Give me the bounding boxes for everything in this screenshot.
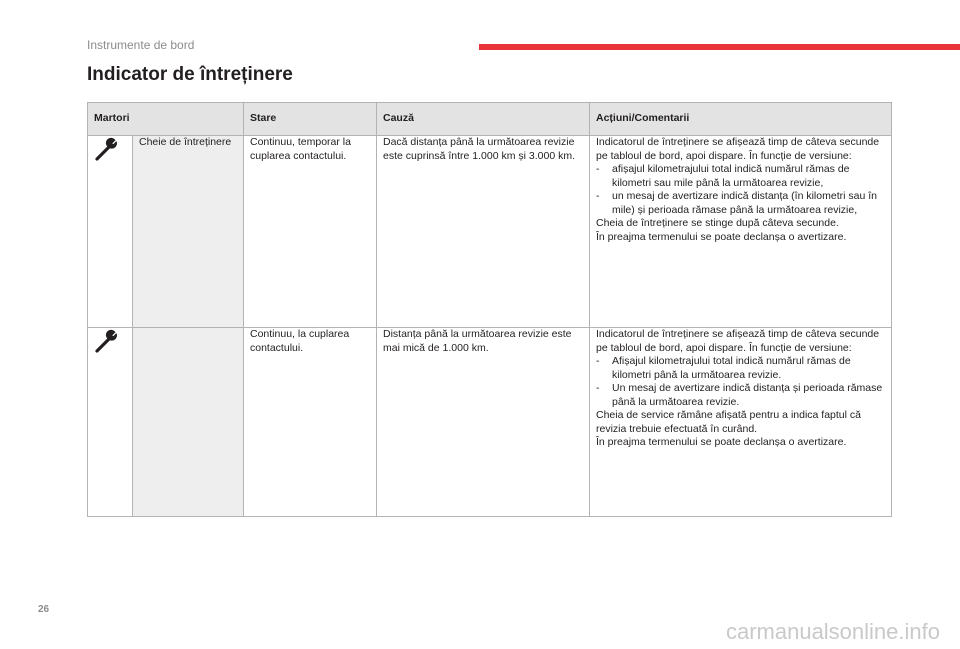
running-head: Instrumente de bord [87, 38, 195, 52]
actions-cell [590, 328, 892, 517]
column-header-actiuni: Acțiuni/Comentarii [590, 103, 892, 136]
column-header-stare: Stare [244, 103, 377, 136]
actions-outro: În preajma termenului se poate declanșa o avertizare. [596, 230, 847, 243]
warning-light-cell [88, 328, 133, 517]
maintenance-indicator-table [87, 102, 892, 517]
table-header-row [88, 103, 892, 136]
list-item: - un mesaj de avertizare indică distanța (în kilometri sau în mile) și perioada rămase până la următoarea revizie, [596, 190, 885, 217]
column-header-cauza: Cauză [377, 103, 590, 136]
actions-outro: Cheia de întreținere se stinge după câteva secunde. [596, 217, 839, 229]
warning-light-cell [88, 136, 133, 328]
cause-cell: Dacă distanța până la următoarea revizie este cuprinsă între 1.000 km și 3.000 km. [377, 136, 590, 328]
warning-light-name [133, 328, 244, 517]
table-row [88, 328, 892, 517]
actions-cell [590, 136, 892, 328]
actions-outro: În preajma termenului se poate declanșa o avertizare. [596, 436, 847, 448]
warning-light-name: Cheie de întreținere [133, 136, 244, 328]
actions-outro: Cheia de service rămâne afișată pentru a indica faptul că revizia trebuie efectuată în curând. [596, 409, 861, 435]
cause-cell: Distanța până la următoarea revizie este mai mică de 1.000 km. [377, 328, 590, 517]
list-item: - afișajul kilometrajului total indică numărul rămas de kilometri sau mile până la următoarea revizie, [596, 163, 885, 190]
wrench-icon [94, 328, 120, 354]
page-number: 26 [38, 604, 50, 615]
wrench-icon [94, 136, 120, 162]
header-accent-bar [479, 44, 960, 50]
state-cell: Continuu, la cuplarea contactului. [244, 328, 377, 517]
state-cell: Continuu, temporar la cuplarea contactului. [244, 136, 377, 328]
table-row [88, 136, 892, 328]
list-item: - Afișajul kilometrajului total indică numărul rămas de kilometri până la următoarea revizie. [596, 355, 885, 382]
page-title: Indicator de întreținere [87, 64, 293, 85]
actions-list [596, 355, 885, 409]
watermark: carmanualsonline.info [725, 619, 940, 644]
list-item: - Un mesaj de avertizare indică distanța și perioada rămase până la următoarea revizie. [596, 382, 885, 409]
column-header-martori: Martori [88, 103, 244, 136]
actions-list [596, 163, 885, 217]
actions-intro: Indicatorul de întreținere se afișează timp de câteva secunde pe tabloul de bord, apoi dispare. În funcție de versiune: [596, 328, 880, 354]
actions-intro: Indicatorul de întreținere se afișează timp de câteva secunde pe tabloul de bord, apoi dispare. În funcție de versiune: [596, 136, 880, 162]
